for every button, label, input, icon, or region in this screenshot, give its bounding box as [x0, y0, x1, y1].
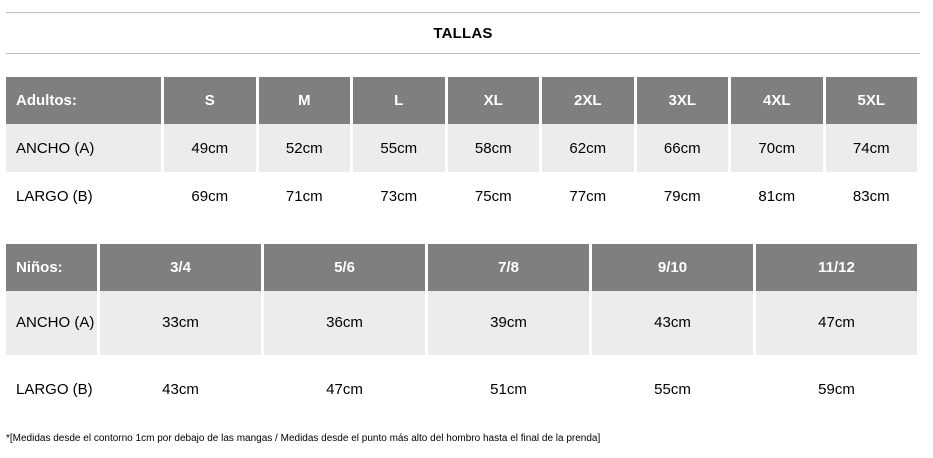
kids-header-label: Niños: — [6, 244, 97, 291]
table-cell: 81cm — [758, 187, 796, 205]
adults-header-row — [6, 77, 917, 124]
table-cell: 33cm — [100, 291, 261, 355]
table-cell: 55cm — [654, 381, 691, 398]
table-cell: 47cm — [756, 291, 917, 355]
table-cell: 71cm — [285, 187, 323, 205]
table-cell: 55cm — [353, 124, 445, 172]
adults-ancho-row — [6, 124, 917, 172]
adults-size-header: XL — [448, 77, 540, 124]
adults-size-table — [3, 77, 920, 220]
adults-size-header: S — [164, 77, 256, 124]
kids-size-header: 9/10 — [592, 244, 753, 291]
table-cell: 39cm — [428, 291, 589, 355]
adults-size-header: 2XL — [542, 77, 634, 124]
kids-size-header: 11/12 — [756, 244, 917, 291]
kids-size-header: 5/6 — [264, 244, 425, 291]
table-cell: 43cm — [592, 291, 753, 355]
table-cell: 77cm — [569, 187, 607, 205]
table-cell: 70cm — [731, 124, 823, 172]
row-label: ANCHO (A) — [6, 124, 161, 172]
adults-header-label: Adultos: — [6, 77, 161, 124]
table-cell: 43cm — [162, 381, 199, 398]
adults-size-header: 4XL — [731, 77, 823, 124]
kids-size-header: 3/4 — [100, 244, 261, 291]
row-label: ANCHO (A) — [6, 291, 97, 355]
measurement-footnote: *[Medidas desde el contorno 1cm por debajo de las mangas / Medidas desde el punto más alto del hombro hasta el final de la prenda] — [6, 433, 601, 444]
kids-ancho-row — [6, 291, 917, 355]
table-cell: 51cm — [490, 381, 527, 398]
page-title: TALLAS — [433, 24, 493, 42]
adults-size-header: 3XL — [637, 77, 729, 124]
table-cell: 62cm — [542, 124, 634, 172]
table-cell: 74cm — [826, 124, 918, 172]
table-cell: 58cm — [448, 124, 540, 172]
adults-largo-row — [6, 172, 917, 220]
table-cell: 49cm — [164, 124, 256, 172]
table-cell: 79cm — [663, 187, 701, 205]
table-cell: 36cm — [264, 291, 425, 355]
table-cell: 66cm — [637, 124, 729, 172]
table-cell: 69cm — [191, 187, 229, 205]
kids-largo-row — [6, 355, 917, 425]
table-cell: 83cm — [852, 187, 890, 205]
title-bar — [6, 12, 920, 54]
table-cell: 52cm — [259, 124, 351, 172]
row-label: LARGO (B) — [16, 381, 93, 398]
kids-size-header: 7/8 — [428, 244, 589, 291]
adults-size-header: L — [353, 77, 445, 124]
kids-size-table — [3, 244, 920, 425]
adults-size-header: M — [259, 77, 351, 124]
row-label: LARGO (B) — [16, 187, 93, 205]
table-cell: 75cm — [474, 187, 512, 205]
table-cell: 59cm — [818, 381, 855, 398]
adults-size-header: 5XL — [826, 77, 918, 124]
table-cell: 47cm — [326, 381, 363, 398]
kids-header-row — [6, 244, 917, 291]
table-cell: 73cm — [380, 187, 418, 205]
